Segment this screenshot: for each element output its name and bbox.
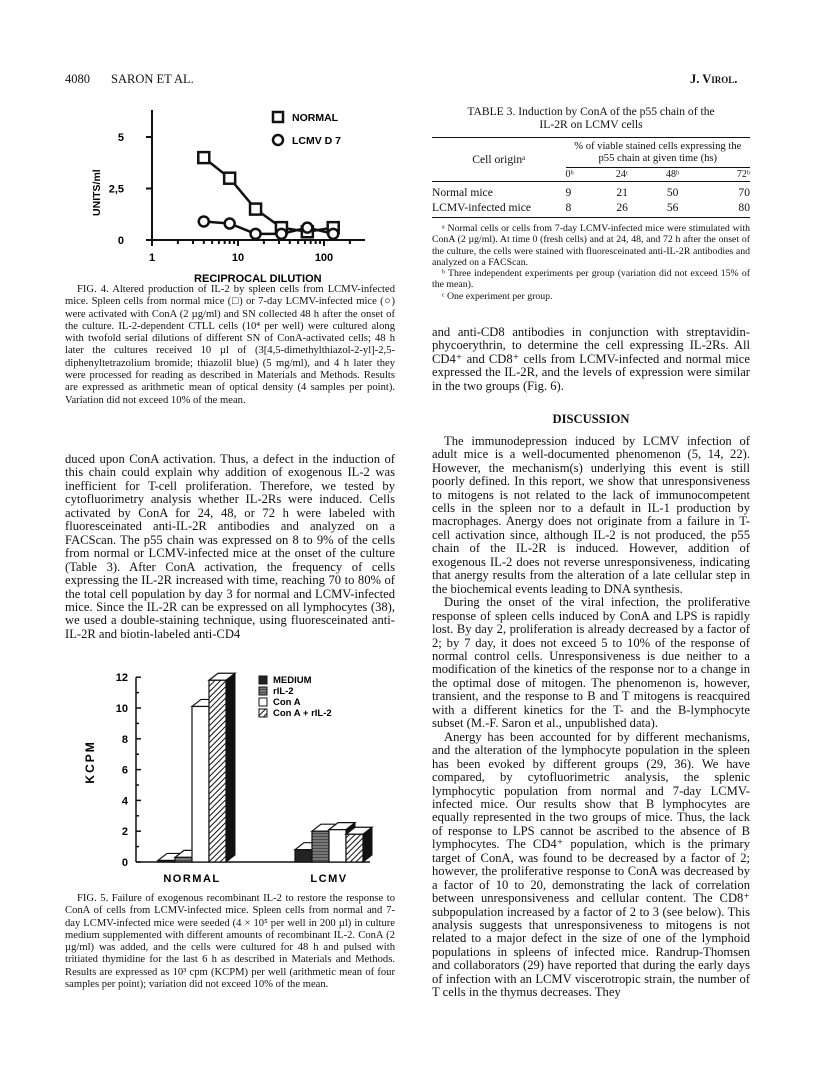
cell-origin: Normal mice (432, 186, 493, 199)
table-title: TABLE 3. Induction by ConA of the p55 chain of the (467, 105, 715, 118)
figure-4-line-chart (60, 100, 400, 285)
running-head-journal: J. Virol. (690, 72, 738, 86)
column-header-time: 72ᵇ (736, 169, 750, 180)
table-3 (432, 105, 750, 302)
y-tick-label: 10 (115, 703, 128, 715)
bar-ril-2 (312, 831, 329, 862)
table-cell: 9 (565, 186, 572, 199)
table-row (432, 200, 750, 215)
bar-con-a-ril-2 (209, 680, 226, 862)
paragraph: The immunodepression induced by LCMV infection of adult mice is a well-documented phenomenon (5, 14, 22). However, the mechanism(s) underlying this event is still poorly defined. In this report, we show that unresponsiveness to mitogens is not related to the lack of immunocompetent cells in the spleen nor to a default in IL-1 production by macrophages. Anergy does not originate from a failure in T-cell activation since, although IL-2 is not produced, the p55 chain of the IL-2R is induced. However, addition of exogenous IL-2 does not reverse unresponsiveness, indicating that anergy results from the alteration of a late cellular step in the biochemical events leading to DNA synthesis. (432, 433, 750, 596)
data-point-circle (225, 219, 235, 229)
y-tick-label: 0 (121, 857, 128, 869)
column-header-time: 24ᶜ (615, 169, 629, 180)
section-heading-discussion: DISCUSSION (552, 412, 630, 427)
y-tick-label: 8 (121, 733, 128, 746)
bar-medium (158, 860, 175, 862)
legend-circle-icon (273, 135, 283, 145)
figure-4-caption: FIG. 4. Altered production of IL-2 by spleen cells from LCMV-infected mice. Spleen cells from normal mice (□) or 7-day LCMV-infected mice (○) were activated with ConA (2 µg/ml) and SN collected 48 h after the onset of the culture. IL-2-dependent CTLL cells (10⁴ per well) were cultured along with twofold serial dilutions of different SN of ConA-activated cells; 48 h later the cultures received 10 µl of (3[4,5-dimethylthiazol-2-yl]-2,5-diphenyltetrazolium bromide; thiazolil blue) (5 mg/ml), and 4 h later they were processed for reading as described in Materials and Methods. Results are expressed as arithmetic mean of optical density (4 samples per point). Variation did not exceed 10% of the mean. (65, 284, 395, 406)
y-tick-label: 2,5 (108, 183, 124, 196)
paragraph: and anti-CD8 antibodies in conjunction with streptavidin-phycoerythrin, to determine the cell expressing IL-2Rs. All CD4⁺ and CD8⁺ cells from LCMV-infected and normal mice expressed the IL-2R, and the levels of expression were similar in the two groups (Fig. 6). (432, 325, 750, 393)
legend-label: MEDIUM (273, 675, 312, 686)
bar-ril-2 (175, 857, 192, 862)
paragraph: During the onset of the viral infection, the proliferative response of spleen cells induced by ConA and LPS is rapidly lost. By day 2, proliferation is already decreased by a factor of 2; by 7 day, it does not exceed 5 to 10% of the response of normal control cells. Unresponsiveness is due neither to a modification of the kinetics of the response nor to a change in the optimal dose of mitogen. The phenomenon is, however, transient, and the response to B and T mitogens is reacquired with a different kinetics for the T- and the B-lymphocyte subset (M.-F. Saron et al., unpublished data). (432, 595, 750, 731)
table-cell: 21 (616, 186, 628, 199)
x-category-label: LCMV (310, 873, 348, 885)
data-point-circle (328, 229, 338, 239)
bar-side (226, 673, 235, 862)
data-point-circle (251, 229, 261, 239)
bar-medium (295, 850, 312, 862)
table-cell: 26 (616, 201, 628, 214)
table-cell: 56 (666, 201, 679, 214)
series-line-square (204, 158, 333, 232)
legend-label: NORMAL (292, 112, 339, 124)
column-header-time: 48ᵇ (666, 169, 680, 180)
footnote-a: ᵃ Normal cells or cells from 7-day LCMV-infected mice were stimulated with ConA (2 µg/ml). At time 0 (fresh cells) and at 24, 48, and 72 h after the onset of the culture, the cells were stained with fluoresceinated anti-IL-2R antibodies and analyzed on a FACScan. (432, 223, 750, 268)
legend-label: LCMV D 7 (292, 135, 342, 147)
table-cell: 70 (738, 186, 750, 199)
legend-label: Con A + rIL-2 (273, 708, 332, 719)
y-tick-label: 5 (117, 132, 124, 144)
footnote-c: ᶜ One experiment per group. (442, 290, 553, 302)
table-footnotes (432, 223, 750, 302)
x-axis-label: RECIPROCAL DILUTION (194, 273, 322, 285)
y-axis-label: UNITS/ml (91, 169, 103, 216)
paragraph: Anergy has been accounted for by different mechanisms, and the alteration of the lymphocyte population in the spleen has been evoked by different groups (29, 36). We have compared, by cytofluorimetric analysis, the splenic lymphocytic population from normal and 7-day LCMV-infected mice. Our results show that B lymphocytes are equally represented in the two groups of mice. Thus, the lack of response to LPS cannot be ascribed to the absence of B lymphocytes. The CD4⁺ population, which is the primary target of ConA, was found to be decreased by a factor of 2; however, the proliferative response to ConA was decreased by a factor of 10 to 20, demonstrating the lack of correlation between unresponsiveness and cellular content. The CD8⁺ subpopulation increased by a factor of 2 to 3 (see below). This analysis suggests that unresponsiveness to mitogens is not related to a major defect in the size of one of the lymphoid populations in spleens of infected mice. Randrup-Thomsen and collaborators (29) have reported that during the early days of infection with an LCMV viscerotropic strain, the number of T cells in the thymus decreases. They (432, 729, 750, 1000)
bar-con-a (192, 706, 209, 862)
legend-swatch-icon (259, 698, 267, 706)
legend-swatch-icon (259, 687, 267, 695)
data-point-circle (199, 216, 209, 226)
legend-square-icon (273, 112, 283, 122)
data-point-square (224, 173, 235, 184)
y-axis-label: KCPM (83, 740, 97, 784)
table-title: IL-2R on LCMV cells (539, 118, 643, 131)
x-tick-label: 1 (148, 252, 156, 264)
table-cell: 8 (565, 201, 572, 214)
legend-label: rIL-2 (273, 686, 294, 697)
cell-origin: LCMV-infected mice (432, 201, 532, 214)
bar-con-a-ril-2 (346, 834, 363, 862)
data-point-circle (276, 229, 286, 239)
column-header-cell-origin: Cell originᵃ (472, 153, 526, 166)
paragraph: duced upon ConA activation. Thus, a defect in the induction of this chain could explain why addition of exogenous IL-2 was inefficient for T-cell proliferation. Therefore, we tested by cytofluorimetry analysis whether IL-2Rs were induced. Cells activated by ConA for 24, 48, or 72 h were labeled with fluoresceinated anti-IL-2R antibodies and analyzed on a FACScan. The p55 chain was expressed on 8 to 9% of the cells from normal or LCMV-infected mice at the onset of the culture (Table 3). After ConA activation, the frequency of cells expressing the IL-2R increased with time, reaching 70 to 80% of the total cell population by day 3 for normal and LCMV-infected mice. Since the IL-2R can be expressed on all lymphocytes (38), we used a double-staining technique, using fluoresceinated anti-IL-2R and biotin-labeled anti-CD4 (65, 452, 395, 641)
footnote-b: ᵇ Three independent experiments per group (variation did not exceed 15% of the mean). (432, 268, 750, 291)
right-column-body (432, 326, 750, 1000)
y-tick-label: 0 (117, 235, 124, 247)
table-row (432, 185, 750, 200)
legend-label: Con A (273, 697, 301, 708)
table-cell: 80 (738, 201, 750, 214)
left-column-body (65, 453, 395, 641)
table-cell: 50 (666, 186, 679, 199)
column-group-header: % of viable stained cells expressing the (574, 141, 742, 152)
legend-swatch-icon (259, 676, 267, 684)
data-point-square (250, 204, 261, 215)
y-tick-label: 4 (121, 795, 128, 808)
column-header-time: 0ᵇ (565, 169, 574, 180)
data-point-circle (302, 223, 312, 233)
y-tick-label: 2 (121, 826, 128, 839)
x-category-label: NORMAL (163, 873, 221, 885)
y-tick-label: 6 (121, 764, 128, 777)
data-point-square (198, 152, 209, 163)
legend-swatch-icon (259, 709, 267, 717)
column-group-header: p55 chain at given time (hs) (598, 152, 718, 164)
y-tick-label: 12 (115, 672, 128, 685)
figure-5-caption: FIG. 5. Failure of exogenous recombinant IL-2 to restore the response to ConA of cells from LCMV-infected mice. Spleen cells from normal and 7-day LCMV-infected mice were seeded (4 × 10⁵ per well in 200 µl) in culture medium supplemented with different amounts of recombinant IL-2. ConA (2 µg/ml) was added, and the cells were cultured for 48 h and pulsed with tritiated thymidine for the last 6 h as described in Materials and Methods. Results are expressed as 10³ cpm (KCPM) per well (arithmetic mean of four samples per point); variation did not exceed 10% of the mean. (65, 893, 395, 991)
bar-con-a (329, 830, 346, 862)
x-tick-label: 10 (231, 252, 245, 264)
page-number: 4080 (65, 72, 90, 86)
running-head-authors: SARON ET AL. (111, 72, 194, 86)
figure-5-bar-chart (60, 665, 400, 895)
x-tick-label: 100 (314, 252, 334, 264)
